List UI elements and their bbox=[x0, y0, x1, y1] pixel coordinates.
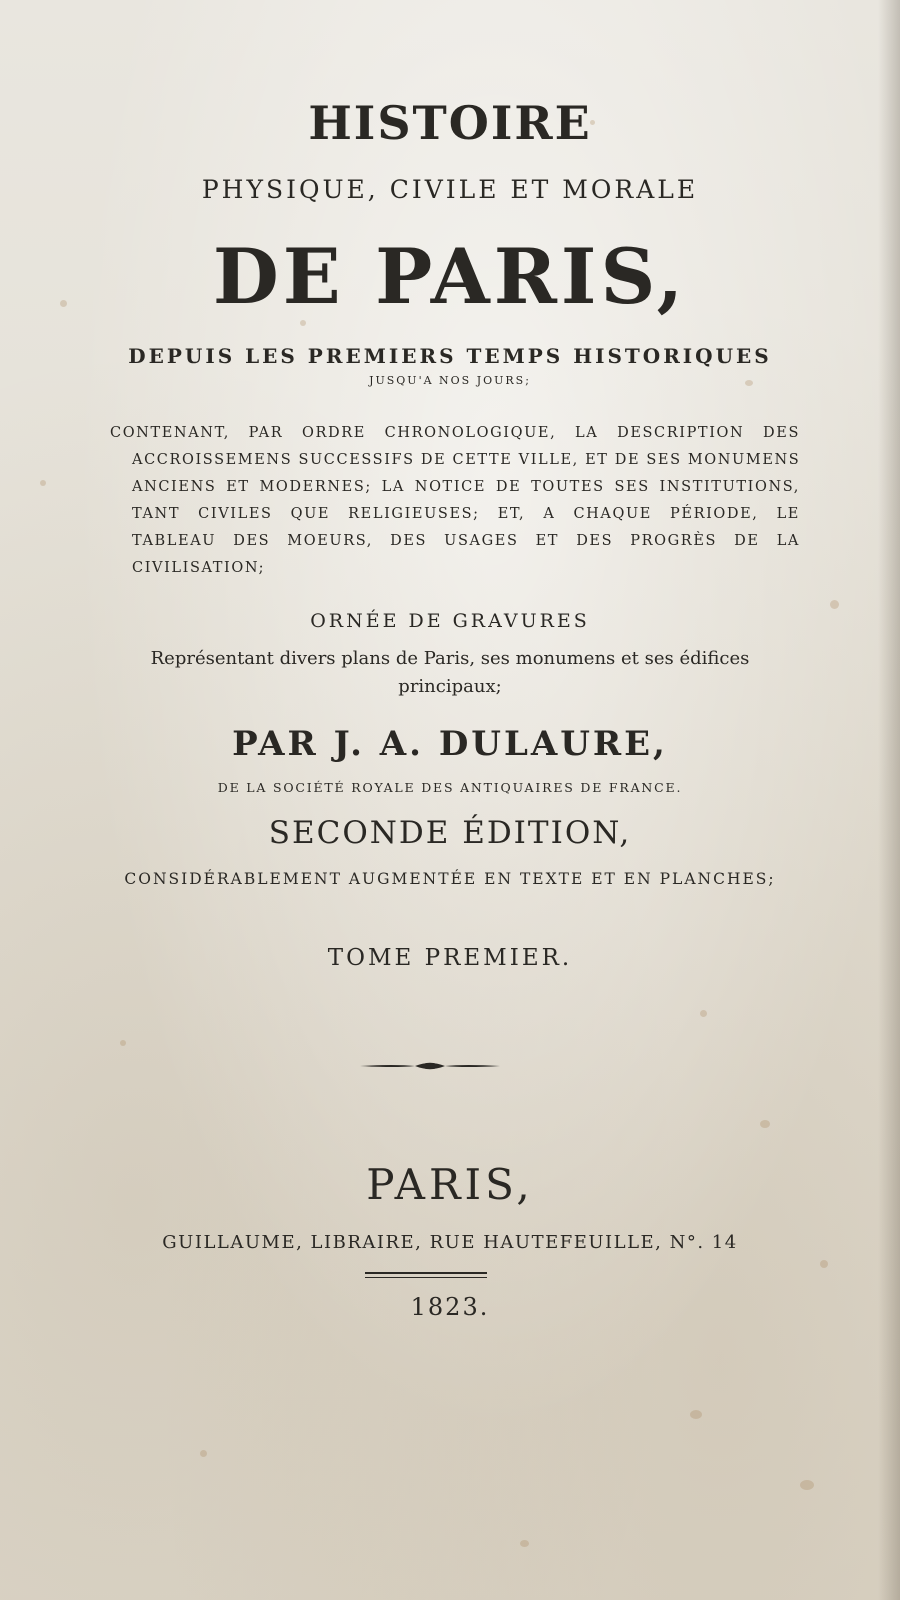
edition-title: SECONDE ÉDITION, bbox=[268, 815, 632, 851]
description-line: CONTENANT, PAR ORDRE CHRONOLOGIQUE, LA DESCRIPTION DES bbox=[110, 425, 800, 441]
imprint-year: 1823. bbox=[410, 1293, 490, 1321]
description-block bbox=[110, 420, 800, 582]
foxing-stain bbox=[690, 1410, 702, 1419]
foxing-stain bbox=[760, 1120, 770, 1128]
description-line: CIVILISATION; bbox=[132, 560, 266, 576]
subtitle-jusqua: JUSQU'A NOS JOURS; bbox=[369, 374, 531, 387]
ornament-divider-icon bbox=[355, 1056, 505, 1076]
double-rule-divider bbox=[365, 1271, 487, 1281]
imprint-city: PARIS, bbox=[366, 1160, 534, 1209]
description-line: TABLEAU DES MOEURS, DES USAGES ET DES PROGRÈS DE LA bbox=[132, 533, 800, 549]
title-de-paris: DE PARIS, bbox=[212, 232, 688, 321]
foxing-stain bbox=[700, 1010, 707, 1017]
description-line: TANT CIVILES QUE RELIGIEUSES; ET, A CHAQUE PÉRIODE, LE bbox=[132, 506, 800, 522]
page-edge-shadow bbox=[878, 0, 900, 1600]
foxing-stain bbox=[200, 1450, 207, 1457]
foxing-stain bbox=[40, 480, 46, 486]
description-line: ANCIENS ET MODERNES; LA NOTICE DE TOUTES SES INSTITUTIONS, bbox=[132, 479, 800, 495]
title-histoire: HISTOIRE bbox=[308, 96, 592, 150]
foxing-stain bbox=[820, 1260, 828, 1268]
illustrations-description-continued: principaux; bbox=[398, 676, 502, 697]
illustrations-description: Représentant divers plans de Paris, ses monumens et ses édifices bbox=[150, 648, 750, 669]
title-physique-civile-morale: PHYSIQUE, CIVILE ET MORALE bbox=[201, 175, 699, 204]
description-line: ACCROISSEMENS SUCCESSIFS DE CETTE VILLE, ET DE SES MONUMENS bbox=[132, 452, 801, 468]
foxing-stain bbox=[520, 1540, 529, 1547]
author-line: PAR J. A. DULAURE, bbox=[232, 724, 668, 764]
imprint-publisher: GUILLAUME, LIBRAIRE, RUE HAUTEFEUILLE, N°. 14 bbox=[162, 1232, 738, 1253]
foxing-stain bbox=[120, 1040, 126, 1046]
volume-label: TOME PREMIER. bbox=[327, 945, 573, 971]
author-affiliation: DE LA SOCIÉTÉ ROYALE DES ANTIQUAIRES DE FRANCE. bbox=[217, 780, 683, 795]
foxing-stain bbox=[800, 1480, 814, 1490]
foxing-stain bbox=[830, 600, 839, 609]
subtitle-depuis: DEPUIS LES PREMIERS TEMPS HISTORIQUES bbox=[128, 344, 772, 368]
illustrations-heading: ORNÉE DE GRAVURES bbox=[310, 610, 590, 632]
edition-note: CONSIDÉRABLEMENT AUGMENTÉE EN TEXTE ET EN PLANCHES; bbox=[124, 870, 776, 888]
